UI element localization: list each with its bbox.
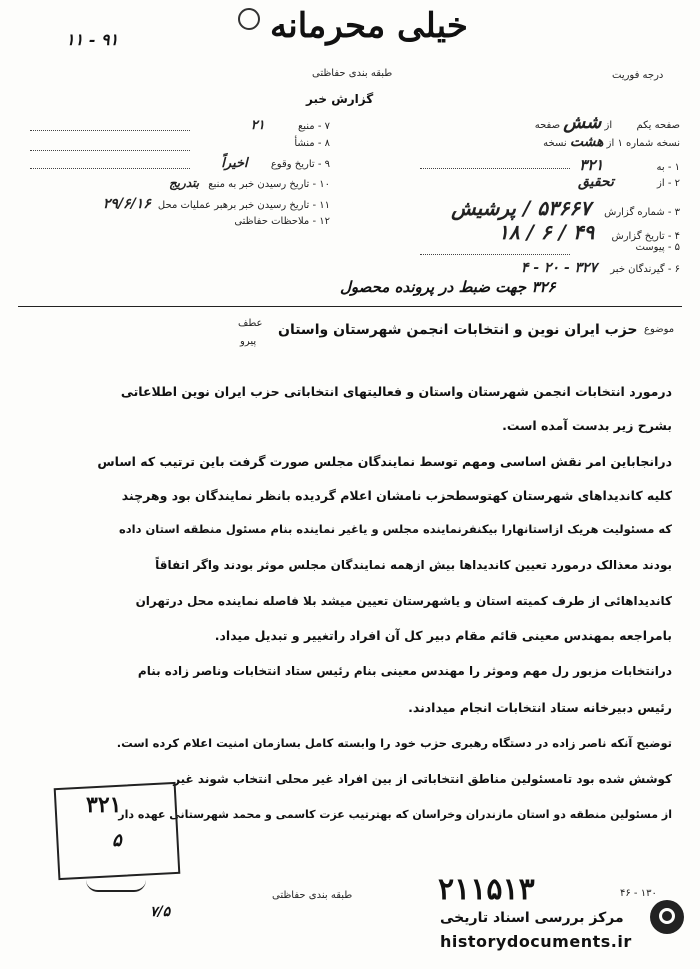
body-line: درمورد انتخابات انجمن شهرستان واستان و فعالیتهای انتخاباتی حزب ایران نوین اطلاعاتی (120, 384, 672, 399)
classification-label: طبقه بندی حفاظتی (312, 68, 393, 79)
field-ops-received-date: ۱۱ - تاریخ رسیدن خبر برهبر عملیات محل ۲۹/۶/۱۶ (102, 196, 330, 212)
field-recipients: ۶ - گیرندگان خبر ۳۲۷ - ۲۰ - ۴ (520, 260, 680, 276)
copy-info-row: نسخه شماره ۱ از هشت نسخه (543, 134, 680, 150)
field-report-date: ۴ - تاریخ گزارش ۴۹ / ۶ / ۱۸ (498, 220, 680, 244)
body-line: بودند معذالک درمورد تعیین کاندیداها بیش ازهمه نمایندگان مجلس موثر بودند واگر اتفاقاً (155, 558, 672, 572)
ref-label: عطف (238, 318, 263, 329)
field-occurrence-date: ۹ - تاریخ وقوع اخیراً (221, 156, 330, 171)
field-attachment: ۵ - پیوست (635, 242, 680, 253)
subject-label: موضوع (644, 324, 675, 335)
stamp-number: ۳۲۱ (86, 792, 122, 818)
field-report-number: ۳ - شماره گزارش ۵۳۶۶۷ / پرشیش (451, 196, 680, 220)
field-source-received-date: ۱۰ - تاریخ رسیدن خبر به منبع بتدریج (168, 176, 330, 190)
body-line: بشرح زیر بدست آمده است. (502, 418, 672, 433)
field-from: ۲ - از تحقیق (577, 174, 680, 190)
stamp-sub: ۵ (112, 830, 122, 851)
body-line: بامراجعه بمهندس معینی قائم مقام دبیر کل آن افراد راتغییر و تبدیل میداد. (214, 628, 672, 643)
body-line: کاندیداهائی از طرف کمیته استان و یاشهرستان تعیین میشد بلا فاصله نماینده محل درتهران (135, 594, 672, 608)
page-count-value: شش (563, 112, 602, 133)
signature-scribble-icon (86, 880, 146, 892)
handwritten-note: ۳۲۶ جهت ضبط در پرونده محصول (340, 278, 556, 296)
field-to: ۱ - به ۳۲۱ (579, 156, 680, 174)
footer-classification-label: طبقه بندی حفاظتی (272, 890, 353, 901)
field-origin: ۸ - منشأ (294, 138, 330, 149)
body-line: رئیس دبیرخانه ستاد انتخابات انجام میدادند. (408, 700, 672, 715)
watermark-text: مرکز بررسی اسناد تاریخی (440, 910, 624, 926)
body-line: درانجاباین امر نقش اساسی ومهم توسط نمایندگان مجلس صورت گرفت باین ترتیب که اساس (97, 454, 672, 469)
body-line: توضیح آنکه ناصر زاده در دستگاه رهبری حزب خود را وابسته کامل بسازمان امنیت اعلام کرده است. (116, 736, 672, 750)
body-line: کلیه کاندیداهای شهرستان کهتوسطحزب نامشان اعلام گردیده بانظر نمایندگان بود وهرچند (121, 488, 672, 503)
priority-label: درجه فوریت (612, 70, 664, 81)
top-left-mark: ۱۱ - ۹۱ (66, 30, 119, 49)
subject-text: حزب ایران نوین و انتخابات انجمن شهرستان واستان (278, 322, 638, 338)
seal-mark-icon (238, 8, 260, 30)
form-code: ۴۶ - ۱۳۰ (620, 888, 657, 899)
document-number: ۲۱۱۵۱۳ (438, 872, 535, 907)
body-line: کوشش شده بود تامسئولین مناطق انتخاباتی از بین افراد غیر محلی انتخاب شوند غیر (173, 772, 672, 786)
report-label: گزارش خبر (306, 92, 374, 106)
page-info-row: صفحه یکم از شش صفحه (534, 112, 680, 133)
field-source: ۷ - منبع ۲۱ (250, 118, 330, 133)
signature-note: ۷/۵ (150, 904, 171, 920)
body-line: از مسئولین منطقه دو استان مازندران وخراسان که بهترتیب عزت کاسمی و محمد شهرستانی عهده دار (118, 808, 672, 821)
classification-title: خیلی محرمانه (270, 6, 468, 46)
body-line: درانتخابات مزبور رل مهم وموثر را مهندس معینی بنام رئیس ستاد انتخابات وناصر زاده بنام (137, 664, 672, 678)
archive-logo-icon (650, 900, 684, 934)
divider (18, 306, 682, 307)
field-security-notes: ۱۲ - ملاحظات حفاظتی (234, 216, 330, 227)
watermark-url: historydocuments.ir (440, 932, 632, 951)
followup-label: پیرو (240, 336, 257, 347)
body-line: که مسئولیت هریک ازاستانهارا بیکنفرنماینده مجلس و یاغیر نماینده بنام مسئول منطقه استان داده (118, 522, 672, 536)
